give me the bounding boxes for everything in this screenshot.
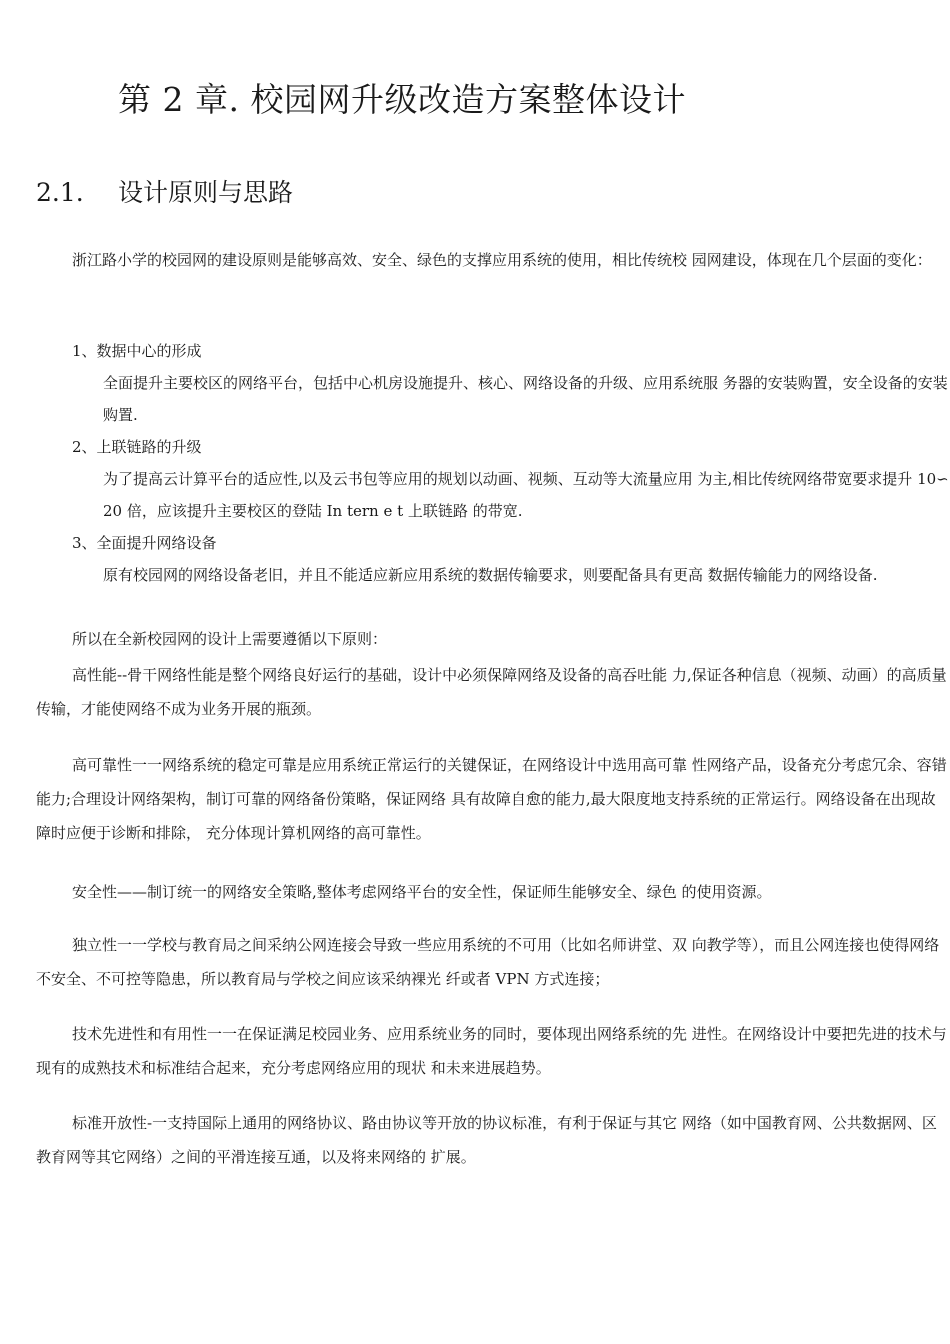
section-title: 设计原则与思路 bbox=[118, 178, 294, 207]
chapter-title: 第 2 章. 校园网升级改造方案整体设计 bbox=[118, 80, 686, 119]
principle-paragraph: 标准开放性-一支持国际上通用的网络协议、路由协议等开放的协议标准，有利于保证与其它 网络（如中国教育网、公共数据网、区教育网等其它网络）之间的平滑连接互通，以及将来网络的 扩展。 bbox=[36, 1114, 937, 1166]
principle-paragraph: 高性能--骨干网络性能是整个网络良好运行的基础，设计中必须保障网络及设备的高吞吐能 力,保证各种信息（视频、动画）的高质量传输，才能使网络不成为业务开展的瓶颈。 bbox=[36, 666, 947, 718]
list-item-body: 原有校园网的网络设备老旧，并且不能适应新应用系统的数据传输要求，则要配备具有更高 数据传输能力的网络设备. bbox=[103, 566, 878, 584]
principle-paragraph: 安全性——制订统一的网络安全策略,整体考虑网络平台的安全性，保证师生能够安全、绿色 的使用资源。 bbox=[72, 883, 772, 901]
list-item-body: 全面提升主要校区的网络平台，包括中心机房设施提升、核心、网络设备的升级、应用系统服 务器的安装购置，安全设备的安装购置. bbox=[103, 374, 948, 424]
section-heading bbox=[36, 176, 293, 210]
principles-lead: 所以在全新校园网的设计上需要遵循以下原则： bbox=[72, 630, 388, 648]
section-number: 2.1. bbox=[36, 178, 84, 207]
list-item-title: 2、上联链路的升级 bbox=[72, 438, 202, 456]
principle-paragraph: 独立性一一学校与教育局之间采纳公网连接会导致一些应用系统的不可用（比如名师讲堂、双 向教学等），而且公网连接也使得网络不安全、不可控等隐患，所以教育局与学校之间应该采纳裸光 纤或者 VPN 方式连接； bbox=[36, 936, 940, 988]
principle-paragraph: 高可靠性一一网络系统的稳定可靠是应用系统正常运行的关键保证，在网络设计中选用高可靠 性网络产品，设备充分考虑冗余、容错能力;合理设计网络架构，制订可靠的网络备份策略，保证网络 具有故障自愈的能力,最大限度地支持系统的正常运行。网络设备在出现故障时应便于诊断和排除， 充分体现计算机网络的高可靠性。 bbox=[36, 756, 947, 842]
list-item-title: 3、全面提升网络设备 bbox=[72, 534, 217, 552]
intro-paragraph: 浙江路小学的校园网的建设原则是能够高效、安全、绿色的支撑应用系统的使用，相比传统校 园网建设，体现在几个层面的变化： bbox=[72, 251, 932, 269]
list-item-title: 1、数据中心的形成 bbox=[72, 342, 202, 360]
list-item-body: 为了提高云计算平台的适应性,以及云书包等应用的规划以动画、视频、互动等大流量应用 为主,相比传统网络带宽要求提升 10∽20 倍，应该提升主要校区的登陆 In tern e t 上联链路 的带宽. bbox=[103, 470, 949, 520]
principle-paragraph: 技术先进性和有用性一一在保证满足校园业务、应用系统业务的同时，要体现出网络系统的先 进性。在网络设计中要把先进的技术与现有的成熟技术和标准结合起来，充分考虑网络应用的现状 和未来进展趋势。 bbox=[36, 1025, 947, 1077]
